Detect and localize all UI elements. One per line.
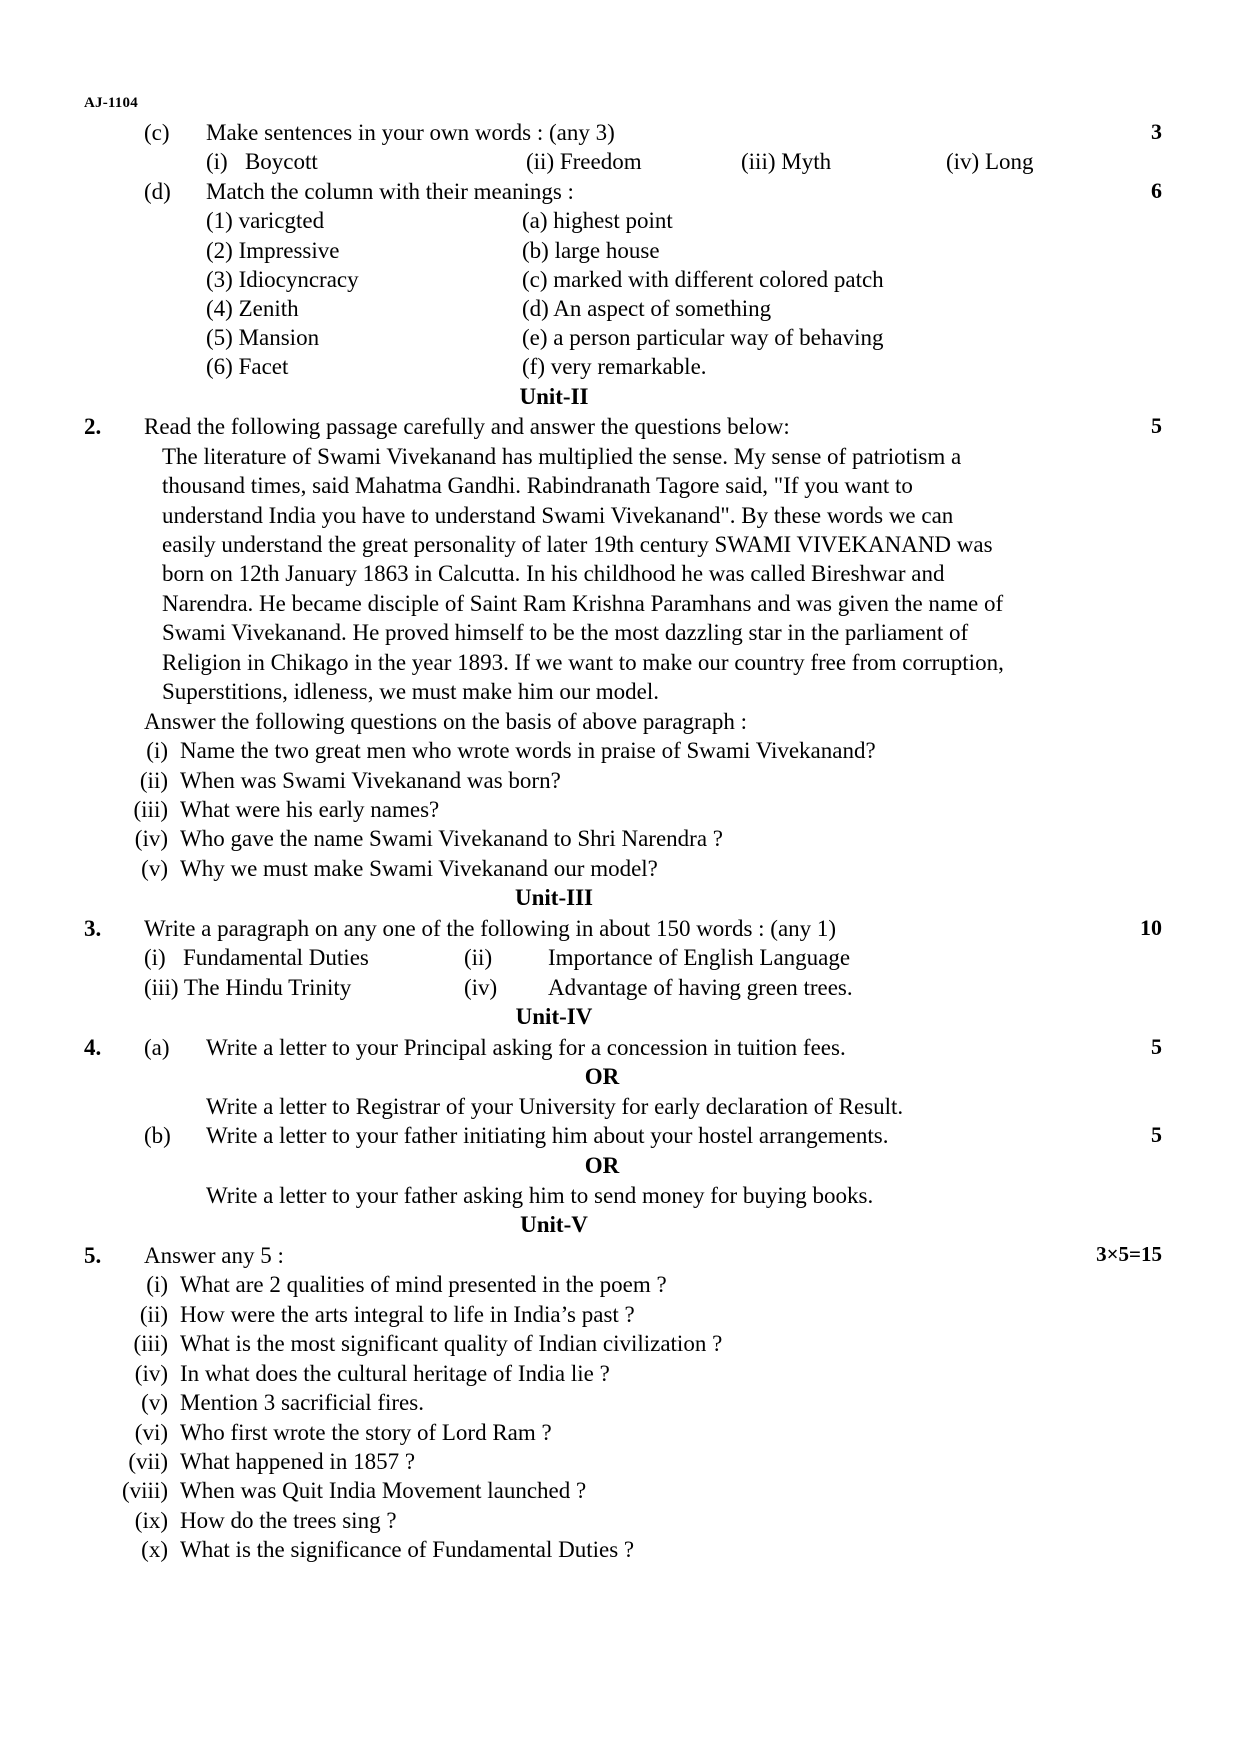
question-2-item-text: Name the two great men who wrote words in praise of Swami Vivekanand?	[180, 738, 876, 764]
match-row	[206, 352, 1104, 381]
question-5-row	[84, 1241, 1162, 1270]
question-5-prompt: Answer any 5 :	[144, 1242, 284, 1268]
word-num-3: (iii)	[741, 149, 776, 175]
question-3-topic-list	[144, 943, 1104, 1001]
topic-row	[144, 943, 1104, 972]
question-5-item	[84, 1300, 1162, 1329]
unit-2-heading: Unit-II	[519, 383, 589, 409]
question-1c-marks: 3	[1151, 119, 1162, 144]
question-3-number: 3.	[84, 916, 102, 942]
match-left-3: (3) Idiocyncracy	[206, 266, 359, 292]
match-row	[206, 294, 1104, 323]
question-1c-word-list	[206, 147, 1104, 176]
question-5-item-text: What are 2 qualities of mind presented in the poem ?	[180, 1272, 667, 1298]
question-1d-marks: 6	[1151, 177, 1162, 203]
question-2-item-text: Who gave the name Swami Vivekanand to Shri Narendra ?	[180, 826, 723, 852]
question-5-item	[84, 1535, 1162, 1564]
question-4b-alternative: Write a letter to your father asking him to send money for buying books.	[206, 1182, 874, 1208]
word-num-1: (i)	[206, 149, 228, 175]
match-right-1: (a) highest point	[522, 208, 673, 234]
match-row	[206, 323, 1104, 352]
topic-num-4: (iv)	[464, 974, 498, 1000]
match-column-list	[206, 206, 1104, 381]
question-5-item-num: (iv)	[134, 1360, 168, 1386]
topic-row	[144, 973, 1104, 1002]
passage-line: The literature of Swami Vivekanand has multiplied the sense. My sense of patriotism a	[162, 443, 962, 469]
topic-text-1: Fundamental Duties	[182, 945, 369, 971]
question-3-prompt: Write a paragraph on any one of the following in about 150 words : (any 1)	[144, 916, 837, 942]
word-num-4: (iv)	[946, 149, 980, 175]
question-5-item	[84, 1270, 1162, 1299]
question-2-item	[84, 736, 1162, 765]
word-text-1: Boycott	[244, 149, 318, 175]
word-text-4: Long	[984, 149, 1034, 175]
question-5-item-text: In what does the cultural heritage of India lie ?	[180, 1360, 610, 1386]
question-5-item-text: What is the most significant quality of Indian civilization ?	[180, 1331, 723, 1357]
question-5-item	[84, 1476, 1162, 1505]
question-2-item	[84, 795, 1162, 824]
question-3-row	[84, 914, 1162, 943]
question-2-item-num: (iii)	[133, 796, 168, 822]
answer-instruction: Answer the following questions on the basis of above paragraph :	[144, 708, 747, 734]
question-5-item	[84, 1388, 1162, 1417]
question-1c-label: (c)	[144, 120, 170, 145]
word-item-1	[206, 147, 526, 176]
topic-3	[144, 973, 464, 1002]
passage-line: Religion in Chikago in the year 1893. If we want to make our country free from corruption,	[162, 649, 1004, 675]
question-5-item-text: How were the arts integral to life in India’s past ?	[180, 1301, 635, 1327]
question-5-item-num: (x)	[141, 1537, 168, 1563]
passage-line: understand India you have to understand Swami Vivekanand". By these words we can	[162, 502, 954, 528]
passage-line: Narendra. He became disciple of Saint Ram Krishna Paramhans and was given the name of	[162, 590, 1004, 616]
question-2-item-text: What were his early names?	[180, 796, 440, 822]
question-2-prompt: Read the following passage carefully and answer the questions below:	[144, 414, 790, 440]
match-row	[206, 236, 1104, 265]
question-5-item-text: Mention 3 sacrificial fires.	[180, 1390, 424, 1416]
topic-1	[144, 943, 464, 972]
passage-line: Superstitions, idleness, we must make him our model.	[162, 679, 660, 705]
word-text-2: Freedom	[559, 149, 642, 175]
question-4b-marks: 5	[1151, 1122, 1162, 1148]
match-right-6: (f) very remarkable.	[522, 354, 707, 380]
match-right-2: (b) large house	[522, 237, 660, 263]
question-4b-text: Write a letter to your father initiating him about your hostel arrangements.	[206, 1123, 889, 1149]
topic-num-3: (iii)	[144, 974, 179, 1000]
question-4a-alternative: Write a letter to Registrar of your University for early declaration of Result.	[206, 1093, 904, 1119]
question-5-number: 5.	[84, 1242, 102, 1268]
question-2-item	[84, 766, 1162, 795]
topic-num-2: (ii)	[464, 945, 493, 971]
topic-text-2: Importance of English Language	[548, 945, 851, 971]
question-5-item	[84, 1506, 1162, 1535]
question-4a-marks: 5	[1151, 1033, 1162, 1059]
question-2-item-num: (v)	[141, 855, 168, 881]
question-5-item-text: When was Quit India Movement launched ?	[180, 1478, 587, 1504]
question-1d-text: Match the column with their meanings :	[206, 178, 574, 204]
question-2-marks: 5	[1151, 413, 1162, 439]
question-5-item	[84, 1359, 1162, 1388]
question-5-item-text: What happened in 1857 ?	[180, 1448, 416, 1474]
question-5-item	[84, 1418, 1162, 1447]
word-list-columns	[206, 147, 1104, 176]
question-1d-label: (d)	[144, 178, 171, 204]
question-3-marks: 10	[1140, 915, 1162, 941]
match-left-2: (2) Impressive	[206, 237, 340, 263]
question-2-item	[84, 824, 1162, 853]
match-row	[206, 206, 1104, 235]
question-5-item-num: (ix)	[134, 1507, 168, 1533]
match-row	[206, 265, 1104, 294]
question-5-item-num: (iii)	[133, 1331, 168, 1357]
question-2-item-num: (ii)	[139, 767, 168, 793]
unit-4-heading: Unit-IV	[515, 1003, 593, 1029]
topic-text-3: The Hindu Trinity	[183, 974, 352, 1000]
question-1d-row	[84, 177, 1162, 206]
question-5-item	[84, 1329, 1162, 1358]
match-right-3: (c) marked with different colored patch	[522, 266, 884, 292]
question-5-item-num: (v)	[141, 1390, 168, 1416]
word-num-2: (ii)	[526, 149, 555, 175]
question-4b-row	[84, 1121, 1162, 1150]
match-left-1: (1) varicgted	[206, 208, 325, 234]
passage-line: thousand times, said Mahatma Gandhi. Rabindranath Tagore said, "If you want to	[162, 473, 913, 499]
unit-3-heading: Unit-III	[515, 885, 593, 911]
question-5-marks: 3×5=15	[1096, 1241, 1162, 1266]
question-2-number: 2.	[84, 414, 102, 440]
word-item-3	[741, 147, 946, 176]
question-2-item-num: (iv)	[134, 826, 168, 852]
question-5-item-num: (vii)	[128, 1448, 168, 1474]
question-4a-text: Write a letter to your Principal asking for a concession in tuition fees.	[206, 1034, 846, 1060]
question-5-item-text: What is the significance of Fundamental Duties ?	[180, 1537, 635, 1563]
question-2-row	[84, 412, 1162, 441]
question-2-item-text: When was Swami Vivekanand was born?	[180, 767, 561, 793]
match-left-6: (6) Facet	[206, 354, 289, 380]
match-left-4: (4) Zenith	[206, 295, 299, 321]
question-1c-text: Make sentences in your own words : (any 3)	[206, 120, 615, 145]
question-4a-alt-row	[84, 1092, 1162, 1121]
question-2-item-num: (i)	[146, 738, 168, 764]
question-5-item	[84, 1447, 1162, 1476]
reading-passage	[84, 442, 1067, 707]
question-5-item-num: (vi)	[134, 1419, 168, 1445]
question-4-number: 4.	[84, 1034, 102, 1060]
question-2-item-text: Why we must make Swami Vivekanand our model?	[180, 855, 658, 881]
question-5-item-num: (i)	[146, 1272, 168, 1298]
question-1c-row	[84, 118, 1162, 147]
question-4a-label: (a)	[144, 1034, 170, 1060]
question-4b-alt-row	[84, 1181, 1162, 1210]
answer-instruction-row	[84, 707, 1162, 736]
question-4a-row	[84, 1033, 1162, 1062]
unit-5-heading: Unit-V	[520, 1212, 588, 1238]
question-5-item-num: (ii)	[139, 1301, 168, 1327]
word-text-3: Myth	[781, 149, 832, 175]
passage-line: Swami Vivekanand. He proved himself to be the most dazzling star in the parliament of	[162, 620, 969, 646]
match-right-4: (d) An aspect of something	[522, 295, 772, 321]
passage-line: born on 12th January 1863 in Calcutta. In his childhood he was called Bireshwar and	[162, 561, 945, 587]
word-item-2	[526, 147, 741, 176]
match-left-5: (5) Mansion	[206, 325, 320, 351]
question-3-topics	[84, 943, 1162, 1001]
or-divider-4a: OR	[584, 1064, 620, 1090]
paper-code: AJ-1104	[84, 95, 138, 111]
topic-text-4: Advantage of having green trees.	[548, 974, 853, 1000]
passage-line: easily understand the great personality of later 19th century SWAMI VIVEKANAND was	[162, 532, 993, 558]
exam-content	[84, 118, 1162, 1565]
question-4b-label: (b)	[144, 1123, 171, 1149]
or-divider-4b: OR	[584, 1152, 620, 1178]
question-5-item-num: (viii)	[122, 1478, 168, 1504]
question-2-item	[84, 854, 1162, 883]
match-right-5: (e) a person particular way of behaving	[522, 325, 884, 351]
match-column-block	[84, 206, 1162, 381]
question-1c-words-row	[84, 147, 1162, 176]
question-5-item-text: Who first wrote the story of Lord Ram ?	[180, 1419, 552, 1445]
question-5-item-text: How do the trees sing ?	[180, 1507, 397, 1533]
topic-num-1: (i)	[144, 945, 166, 971]
word-item-4	[946, 147, 1104, 176]
